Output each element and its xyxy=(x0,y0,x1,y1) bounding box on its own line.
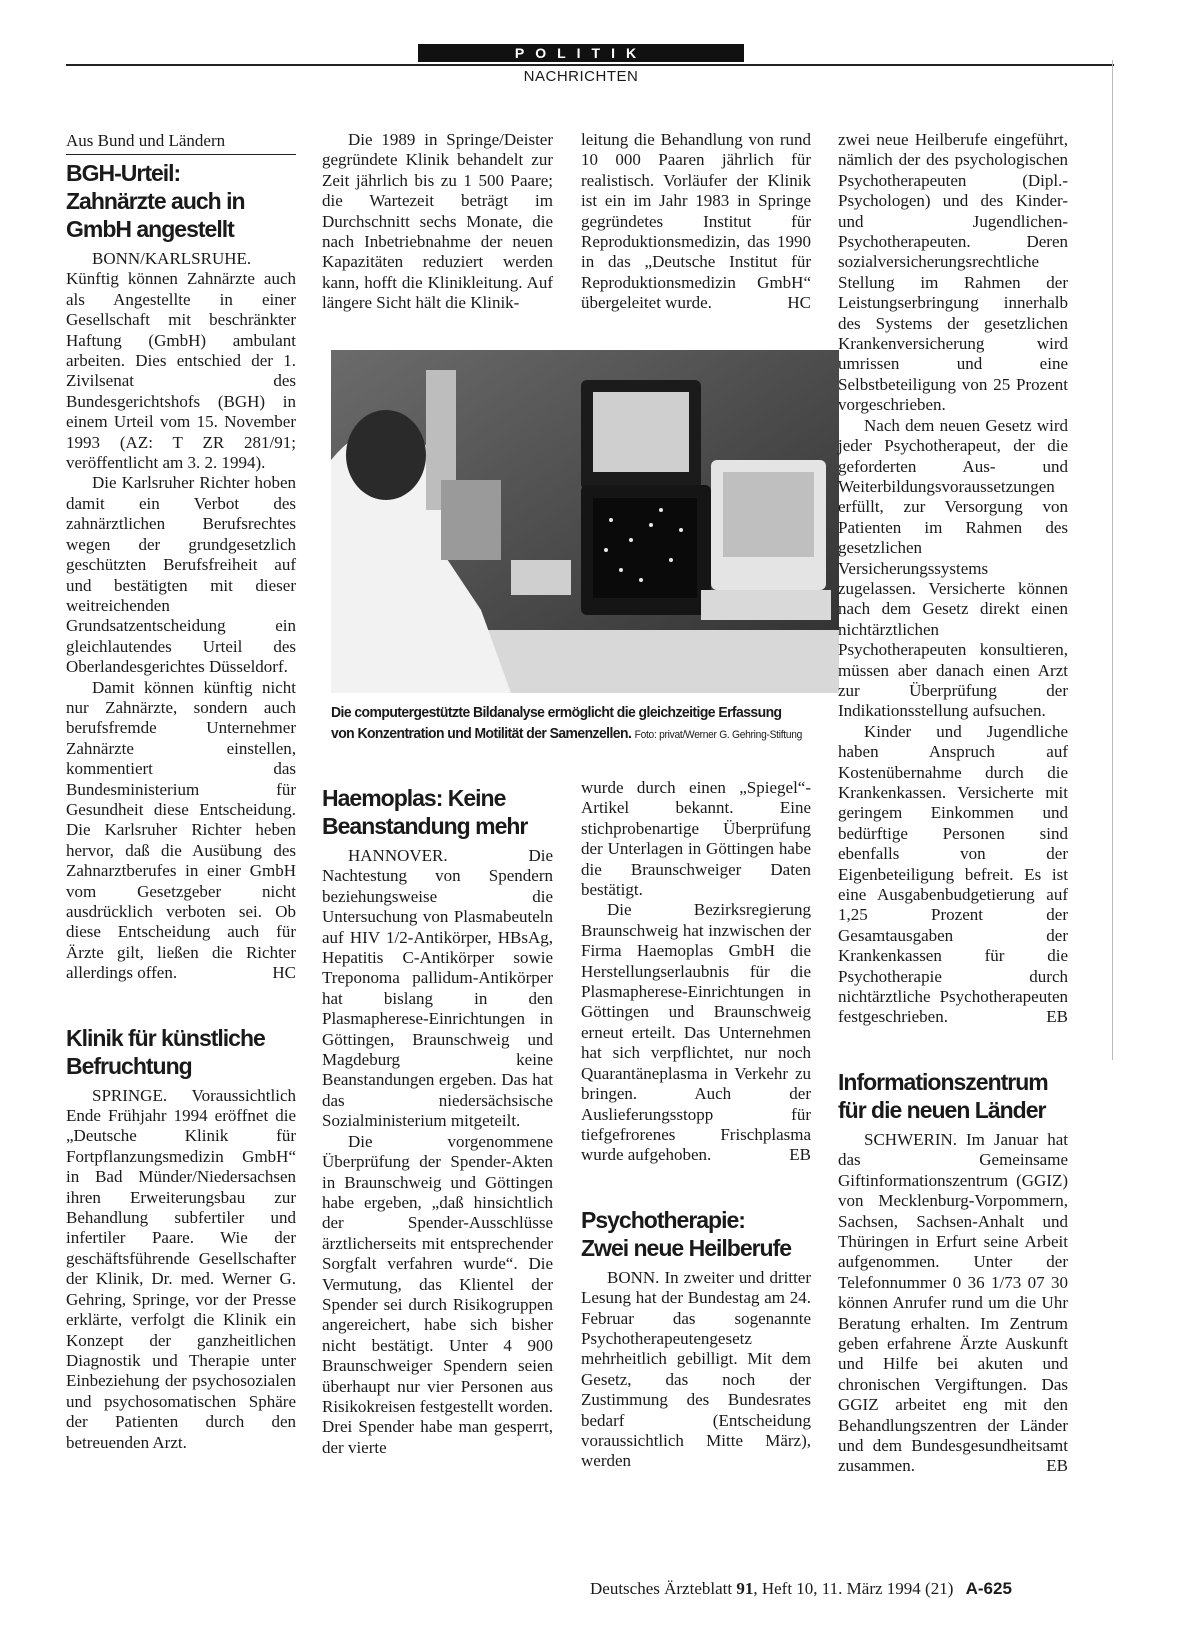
header-rule xyxy=(66,64,1114,66)
journal-volume: 91 xyxy=(736,1579,754,1598)
column-4 xyxy=(838,130,1068,1477)
article-paragraph: Damit können künftig nicht nur Zahnärzte, sondern auch berufsfremde Unternehmer Zahnärzte einstellen, kommentiert das Bundesministerium für Gesundheit diese Entscheidung. Die Karlsruher Richter heben hervor, daß die Ausübung des Zahnarztberufes in einer GmbH vom Gesetzgeber nicht ausdrücklich verboten sei. Ob diese Entscheidung auch für Ärzte gilt, ließen die Richter allerdings offen. HC xyxy=(66,677,296,983)
article-paragraph: leitung die Behandlung von rund 10 000 Paaren jährlich für realistisch. Vorläufer der Klinik ist ein im Jahr 1983 in Springe gegründetes Institut für Reproduktionsmedizin, das 1990 in das „Deutsche Institut für Reproduktionsmedizin GmbH“ übergeleitet wurde. HC xyxy=(581,130,811,313)
column-3 xyxy=(581,778,811,1472)
subsection-label: NACHRICHTEN xyxy=(523,68,639,85)
column-1 xyxy=(66,130,296,1453)
page-number: A-625 xyxy=(965,1579,1012,1598)
article-paragraph: Die vorgenommene Überprüfung der Spender-Akten in Braunschweig und Göttingen habe ergeben, „daß hinsichtlich der Spender-Ausschlüsse ärztlicherseits mit entsprechender Sorgfalt verfahren wurde“. Die Vermutung, das Klientel der Spender sei durch Risikogruppen angereichert, habe sich bisher nicht bestätigt. Unter 4 900 Braunschweiger Spendern seien überhaupt nur vier Personen aus Risikokreisen festgestellt worden. Drei Spender habe man gesperrt, der vierte xyxy=(322,1131,553,1457)
lab-photo-illustration xyxy=(331,350,839,693)
section-label: POLITIK xyxy=(418,44,744,62)
author-signature: EB xyxy=(1046,1007,1068,1027)
article-paragraph: BONN. In zweiter und dritter Lesung hat der Bundestag am 24. Februar das sogenannte Psychotherapeutengesetz mehrheitlich gebilligt. Mit dem Gesetz, das noch der Zustimmung des Bundesrates bedarf (Entscheidung voraussichtlich Mitte März), werden xyxy=(581,1267,811,1471)
column-3-top xyxy=(581,130,811,314)
headline-klinik: Klinik für künstliche Befruchtung xyxy=(66,1024,265,1079)
author-signature: EB xyxy=(789,1145,811,1165)
author-signature: EB xyxy=(1046,1456,1068,1476)
article-paragraph: Die Karlsruher Richter hoben damit ein Verbot des zahnärztlichen Berufsrechtes wegen der grundgesetzlich geschützten Berufsfreiheit auf und bestätigten mit dieser weitreichenden Grundsatzentscheidung ein gleichlautendes Urteil des Oberlandesgerichtes Düsseldorf. xyxy=(66,473,296,677)
column-2-top xyxy=(322,130,553,314)
caption-text: Die computergestützte Bildanalyse ermöglicht die gleichzeitige Erfassung von Konzentration und Motilität der Samenzellen. xyxy=(331,704,782,742)
article-paragraph: Nach dem neuen Gesetz wird jeder Psychotherapeut, der die geforderten Aus- und Weiterbildungsvoraussetzungen erfüllt, zur Versorgung von Patienten im Rahmen des gesetzlichen Versicherungssystems zugelassen. Versicherte können nach dem Gesetz direkt einen nichtärztlichen Psychotherapeuten konsultieren, müssen aber danach einen Arzt zur Überprüfung der Indikationsstellung aufsuchen. xyxy=(838,415,1068,721)
issue-info: , Heft 10, 11. März 1994 (21) xyxy=(753,1579,954,1598)
page-footer xyxy=(590,1579,1012,1599)
article-paragraph: BONN/KARLSRUHE. Künftig können Zahnärzte auch als Angestellte in einer Gesellschaft mit beschränkter Haftung (GmbH) ambulant arbeiten. Dies entschied der 1. Zivilsenat des Bundesgerichtshofs (BGH) in einem Urteil vom 15. November 1993 (AZ: T ZR 281/91; veröffentlicht am 3. 2. 1994). xyxy=(66,249,296,473)
headline-haemoplas: Haemoplas: Keine Beanstandung mehr xyxy=(322,785,528,839)
article-paragraph: Kinder und Jugendliche haben Anspruch auf Kostenübernahme durch die Krankenkassen. Versicherte mit geringem Einkommen und bedürftige Personen sind ebenfalls von der Eigenbeteiligung befreit. Es ist eine Ausgabenbudgetierung auf 1,25 Prozent der Gesamtausgaben der Krankenkassen für die Psychotherapie durch nichtärztliche Psychotherapeuten festgeschrieben. EB xyxy=(838,721,1068,1027)
headline-bgh: BGH-Urteil: Zahnärzte auch in GmbH angestellt xyxy=(66,160,245,242)
author-signature: HC xyxy=(787,293,811,313)
article-paragraph: wurde durch einen „Spiegel“-Artikel bekannt. Eine stichprobenartige Überprüfung der Unterlagen in Göttingen habe die Braunschweiger Daten bestätigt. xyxy=(581,778,811,900)
article-paragraph: Die 1989 in Springe/Deister gegründete Klinik behandelt zur Zeit jährlich bis zu 1 500 Paare; die Wartezeit beträgt im Durchschnitt sechs Monate, die nach Inbetriebnahme der neuen Kapazitäten reduziert werden kann, hofft die Klinikleitung. Auf längere Sicht hält die Klinik- xyxy=(322,130,553,313)
column-2 xyxy=(322,784,553,1458)
article-paragraph: SPRINGE. Voraussichtlich Ende Frühjahr 1994 eröffnet die „Deutsche Klinik für Fortpflanzungsmedizin GmbH“ in Bad Münder/Niedersachsen ihren Erweiterungsbau zur Behandlung subfertiler und infertiler Paare. Wie der geschäftsführende Gesellschafter der Klinik, Dr. med. Werner G. Gehring, Springe, vor der Presse erklärte, verfolgt die Klinik ein Konzept der ganzheitlichen Diagnostik und Therapie unter Einbeziehung der psychosozialen und psychosomatischen Sphäre der Patienten durch den betreuenden Arzt. xyxy=(66,1085,296,1452)
headline-informationszentrum: Informationszentrum für die neuen Länder xyxy=(838,1068,1048,1123)
headline-psychotherapie: Psychotherapie: Zwei neue Heilberufe xyxy=(581,1206,792,1261)
photo-credit: Foto: privat/Werner G. Gehring-Stiftung xyxy=(634,729,803,741)
margin-line xyxy=(1112,60,1113,1060)
article-paragraph: HANNOVER. Die Nachtestung von Spendern beziehungsweise die Untersuchung von Plasmabeuteln auf HIV 1/2-Antikörper, HBsAg, Hepatitis C-Antikörper sowie Treponoma pallidum-Antikörper hat bislang in den Plasmapherese-Einrichtungen in Göttingen, Braunschweig und Magdeburg keine Beanstandungen ergeben. Das hat das niedersächsische Sozialministerium mitgeteilt. xyxy=(322,846,553,1131)
journal-name: Deutsches Ärzteblatt xyxy=(590,1579,733,1598)
lab-photo xyxy=(331,350,839,693)
article-paragraph: SCHWERIN. Im Januar hat das Gemeinsame Giftinformationszentrum (GGIZ) von Mecklenburg-Vorpommern, Sachsen, Sachsen-Anhalt und Thüringen in Erfurt seine Arbeit aufgenommen. Unter der Telefonnummer 0 36 1/73 07 30 können Anrufer rund um die Uhr Beratung erhalten. Im Zentrum geben erfahrene Ärzte Auskunft und Hilfe bei akuten und chronischen Vergiftungen. Das GGIZ arbeitet eng mit den Behandlungszentren der Länder und dem Bundesgesundheitsamt zusammen. EB xyxy=(838,1129,1068,1476)
kicker: Aus Bund und Ländern xyxy=(66,130,296,155)
article-paragraph: zwei neue Heilberufe eingeführt, nämlich der des psychologischen Psychotherapeuten (Dipl.-Psychologen) und des Kinder- und Jugendlichen-Psychotherapeuten. Deren sozialversicherungsrechtliche Stellung im Rahmen der Leistungserbringung innerhalb des Systems der gesetzlichen Krankenversicherung wird umrissen und eine Selbstbeteiligung von 25 Prozent vorgeschrieben. xyxy=(838,130,1068,415)
author-signature: HC xyxy=(272,963,296,983)
article-paragraph: Die Bezirksregierung Braunschweig hat inzwischen der Firma Haemoplas GmbH die Herstellungserlaubnis für die Plasmapherese-Einrichtungen in Göttingen und Braunschweig erneut erteilt. Das Unternehmen hat sich verpflichtet, nur noch Quarantäneplasma in Verkehr zu bringen. Auch der Auslieferungsstopp für tiefgefrorenes Frischplasma wurde aufgehoben. EB xyxy=(581,900,811,1165)
photo-caption xyxy=(331,702,803,746)
